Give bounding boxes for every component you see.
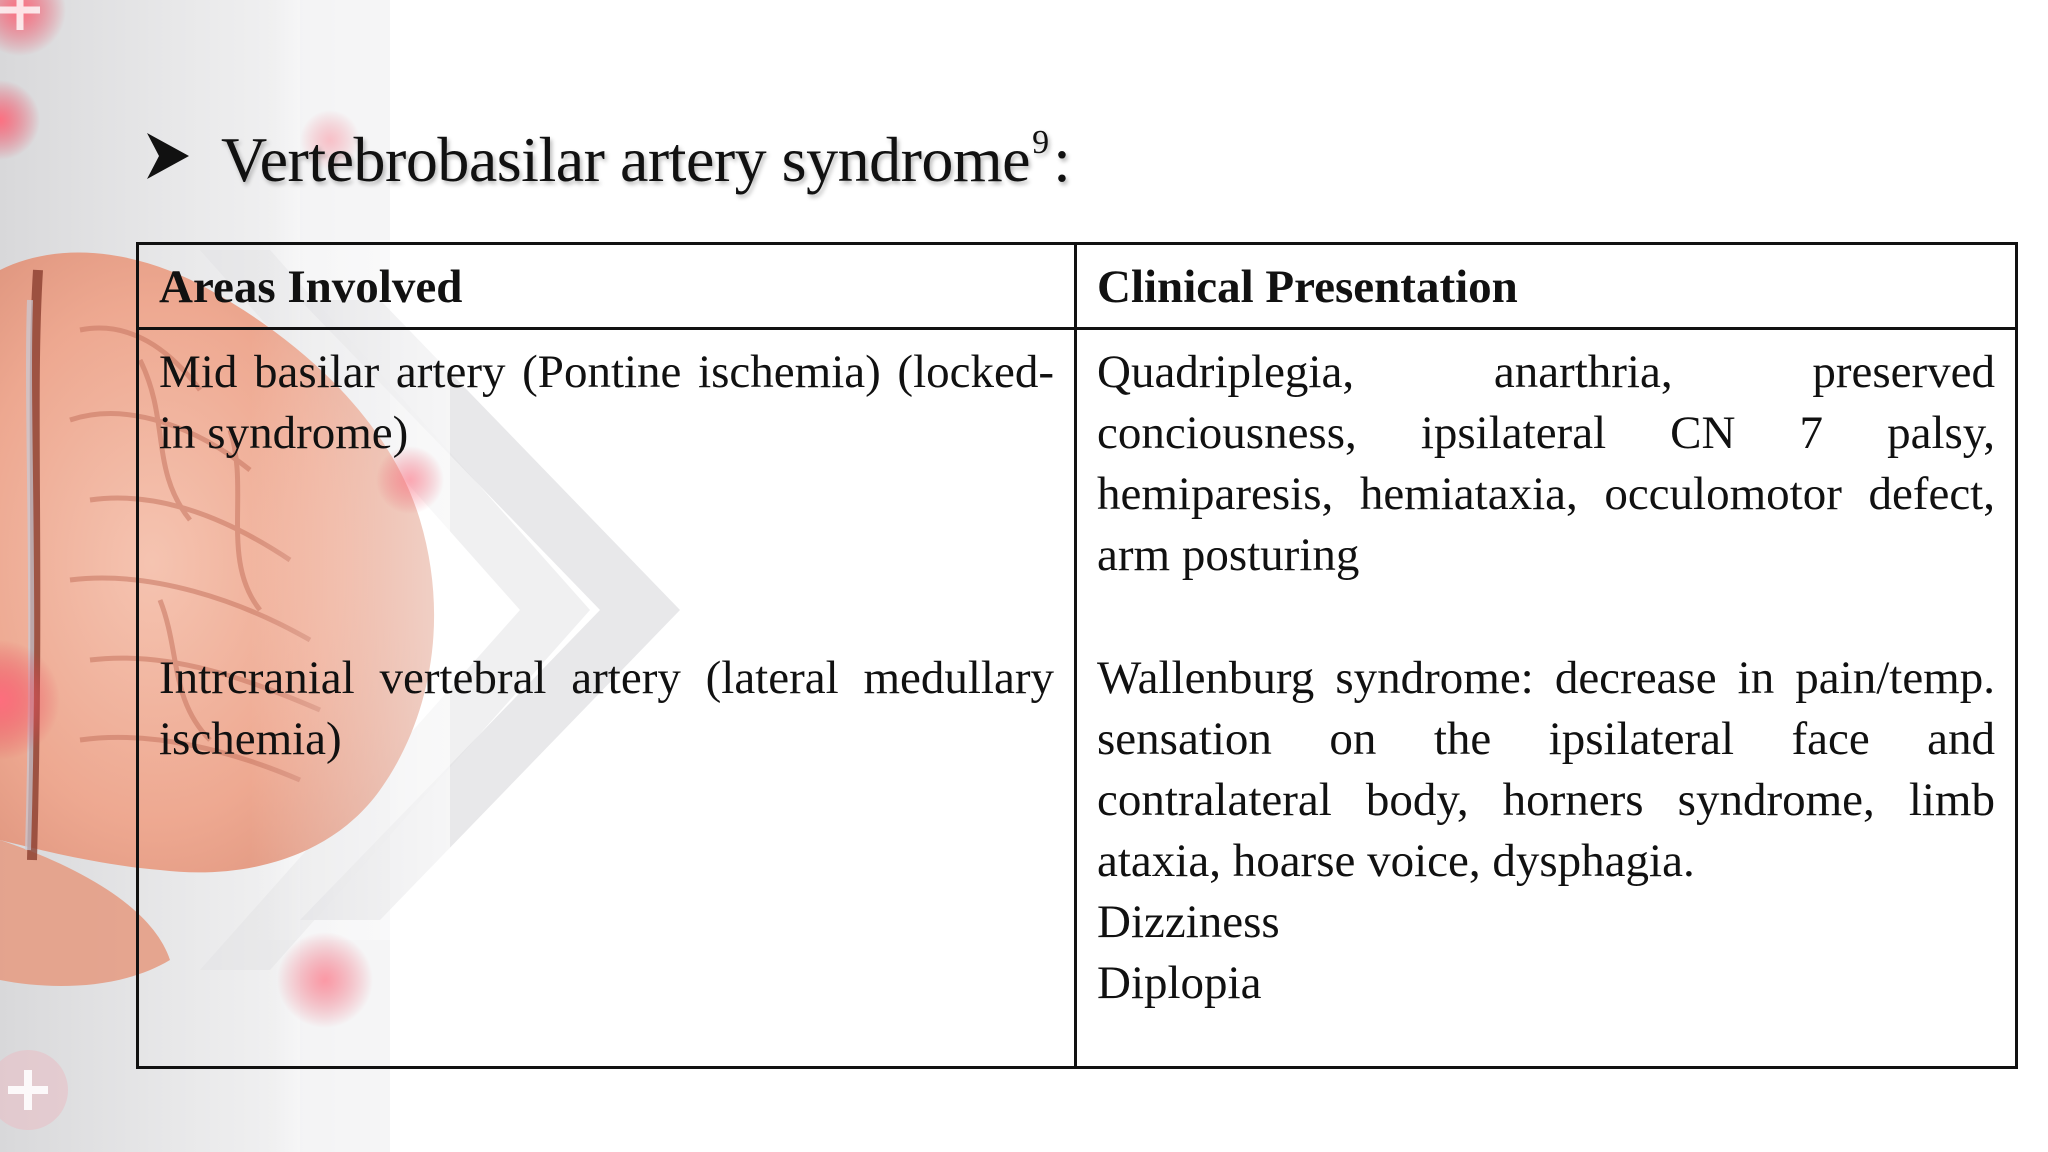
title-superscript: 9	[1032, 124, 1050, 161]
area-cell	[138, 329, 1076, 643]
slide-title	[145, 124, 1071, 195]
presentation-text: Dizziness	[1097, 896, 1280, 948]
presentation-text: Wallenburg syndrome: decrease in pain/temp. sensation on the ipsilateral face and contralateral body, horners syndrome, limb ataxia, hoarse voice, dysphagia.	[1097, 652, 1995, 887]
header-clinical-presentation: Clinical Presentation	[1076, 244, 2017, 329]
presentation-cell	[1076, 642, 2017, 1068]
presentation-text: Quadriplegia, anarthria, preserved conciousness, ipsilateral CN 7 palsy, hemiparesis, hemiataxia, occulomotor defect, arm posturing	[1097, 346, 1995, 581]
area-text: Intrcranial vertebral artery (lateral medullary ischemia)	[159, 652, 1054, 765]
arrow-bullet-icon	[145, 131, 191, 181]
header-areas-involved: Areas Involved	[138, 244, 1076, 329]
presentation-cell	[1076, 329, 2017, 643]
presentation-text: Diplopia	[1097, 957, 1262, 1009]
table-row	[138, 642, 2017, 1068]
table-header-row	[138, 244, 2017, 329]
title-text: Vertebrobasilar artery syndrome	[221, 124, 1031, 195]
area-cell	[138, 642, 1076, 1068]
syndrome-table	[136, 242, 2018, 1069]
area-text: Mid basilar artery (Pontine ischemia) (locked-in syndrome)	[159, 346, 1054, 459]
title-colon: :	[1053, 124, 1071, 195]
table-row	[138, 329, 2017, 643]
